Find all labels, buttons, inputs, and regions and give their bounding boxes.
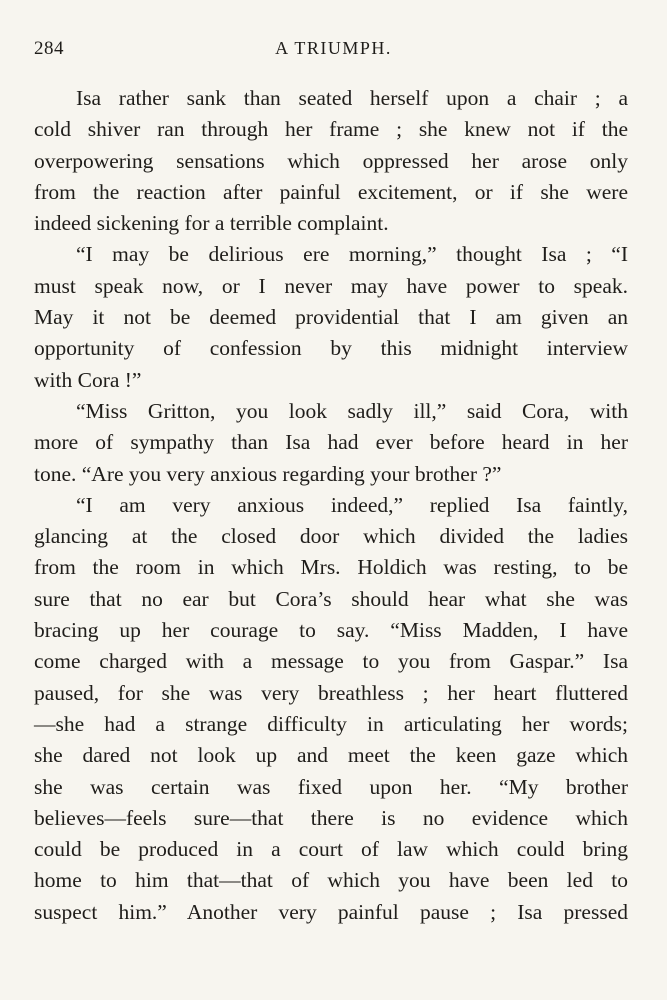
text-line: from the reaction after painful excitement, or if she were (34, 179, 628, 204)
text-line: “I may be delirious ere morning,” thought Isa ; “I (76, 242, 628, 267)
running-head: A TRIUMPH. (275, 38, 392, 58)
body-text (34, 83, 628, 928)
text-line: “Miss Gritton, you look sadly ill,” said Cora, with (76, 398, 628, 423)
text-line: May it not be deemed providential that I am given an (34, 305, 628, 330)
text-line: opportunity of confession by this midnight interview (34, 336, 628, 361)
text-line: home to him that—that of which you have been led to (34, 868, 628, 893)
text-line: tone. “Are you very anxious regarding your brother ?” (34, 461, 502, 486)
text-line: more of sympathy than Isa had ever before heard in her (34, 430, 628, 455)
text-line: must speak now, or I never may have power to speak. (34, 273, 628, 298)
text-line: believes—feels sure—that there is no evidence which (34, 805, 628, 830)
text-line: bracing up her courage to say. “Miss Madden, I have (34, 618, 628, 643)
page-header (34, 38, 633, 60)
text-line: overpowering sensations which oppressed her arose only (34, 148, 628, 173)
text-line: come charged with a message to you from Gaspar.” Isa (34, 649, 628, 674)
text-line: could be produced in a court of law which could bring (34, 837, 628, 862)
text-line: she was certain was fixed upon her. “My brother (34, 774, 628, 799)
text-line: with Cora !” (34, 367, 142, 392)
text-line: paused, for she was very breathless ; her heart fluttered (34, 680, 628, 705)
text-line: —she had a strange difficulty in articulating her words; (34, 711, 628, 736)
page-number: 284 (34, 38, 64, 59)
text-line: she dared not look up and meet the keen gaze which (34, 743, 628, 768)
text-line: Isa rather sank than seated herself upon a chair ; a (76, 86, 628, 110)
text-line: sure that no ear but Cora’s should hear what she was (34, 586, 628, 611)
text-line: indeed sickening for a terrible complaint. (34, 211, 389, 236)
text-line: “I am very anxious indeed,” replied Isa faintly, (76, 492, 628, 517)
text-line: suspect him.” Another very painful pause ; Isa pressed (34, 899, 628, 924)
text-line: glancing at the closed door which divided the ladies (34, 524, 628, 549)
text-line: from the room in which Mrs. Holdich was resting, to be (34, 555, 628, 580)
text-line: cold shiver ran through her frame ; she knew not if the (34, 117, 628, 142)
